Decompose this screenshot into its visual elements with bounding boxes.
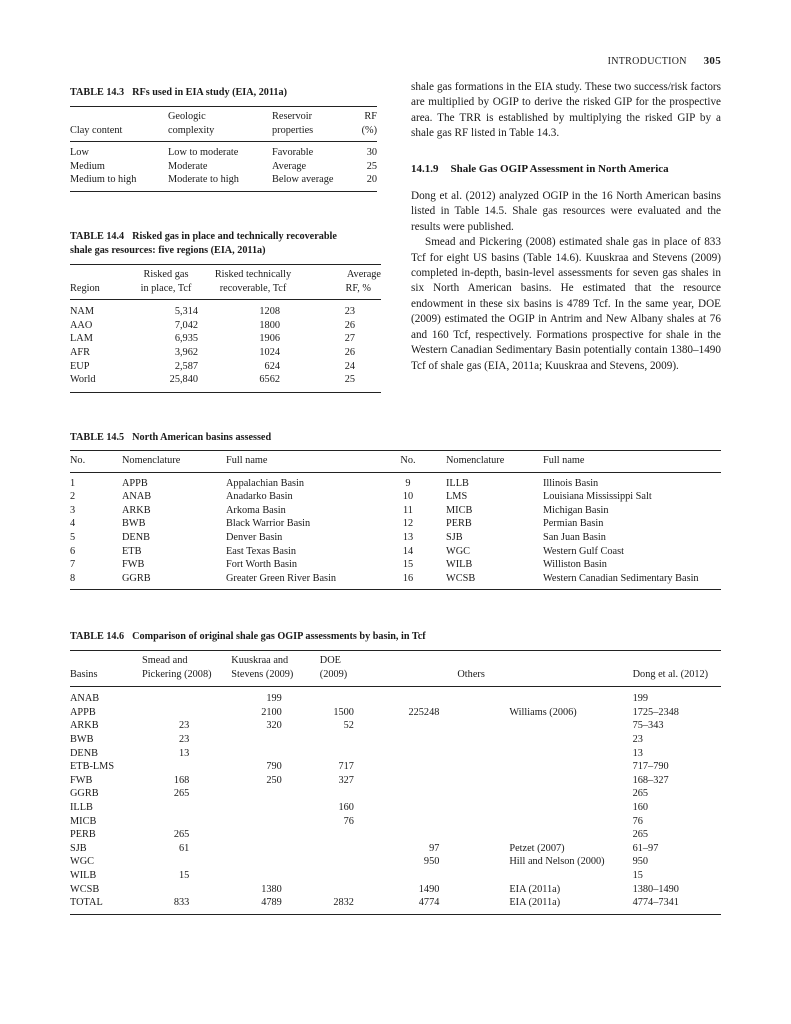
col-header-basins: Basins [70, 668, 98, 680]
table-14-3: Geologic Reservoir RF Clay content complexity properties (%) Low Low to moderate Favorable 30 Medium Moderate Average 25 Medium to high Moderate to high Below average 20 [70, 106, 377, 192]
table-row: 5 DENB Denver Basin 13 SJB San Juan Basin [70, 531, 606, 543]
col-header-clay: Clay content [70, 124, 123, 136]
table-row: Medium Moderate Average 25 [70, 160, 377, 172]
table-row: WCSB 1380 1490 EIA (2011a) 1380–1490 [70, 883, 679, 895]
table-row: BWB 23 23 [70, 733, 643, 745]
table-row: Low Low to moderate Favorable 30 [70, 147, 377, 159]
table-row: TOTAL 833 4789 2832 4774 EIA (2011a) 4774–7341 [70, 896, 721, 914]
table-row: FWB 168 250 327 168–327 [70, 774, 669, 786]
table-row: LAM 6,935 1906 27 [70, 333, 355, 345]
table-row: NAM 5,314 1208 23 [70, 306, 355, 318]
table-14-6: Smead and Kuuskraa and DOE Basins Pickering (2008) Stevens (2009) (2009) Others Dong et al. (2012) ANAB 199 199 APPB 2100 1500 225248 Williams (2006) 1725–2348 ARKB 23 320 52 75–343 BWB 23 23 DENB 13 13 ETB-LMS 790 717 717–790 FWB 168 250 327 168–327 GGRB 265 265 ILLB 160 160 MICB 76 76 PERB 265 265 SJB 61 97 Petzet (2007) 61–97 WGC 950 Hill and Nelson (2000) 950 WILB 15 15 WCSB 1380 1490 EIA (2011a) 1380–1490 TOTAL 833 4789 2832 4774 EIA (2011a) 4774–7341 [70, 650, 721, 915]
table-row: World 25,840 6562 25 [70, 373, 381, 392]
col-header-others: Others [457, 668, 485, 680]
running-header [608, 55, 721, 67]
paragraph: Dong et al. (2012) analyzed OGIP in the 16 North American basins listed in Table 14.5. Shale gas resources were evaluated and the results were published. [411, 190, 721, 233]
table-row: 4 BWB Black Warrior Basin 12 PERB Permian Basin [70, 518, 604, 530]
table-row: PERB 265 265 [70, 829, 649, 841]
table-row: 3 ARKB Arkoma Basin 11 MICB Michigan Basin [70, 504, 609, 516]
table-row: GGRB 265 265 [70, 788, 649, 800]
table-14-3-caption: TABLE 14.3 RFs used in EIA study (EIA, 2011a) [70, 87, 287, 98]
table-row: 2 ANAB Anadarko Basin 10 LMS Louisiana Mississippi Salt [70, 491, 652, 503]
section-header: INTRODUCTION [607, 56, 687, 67]
table-row: 7 FWB Fort Worth Basin 15 WILB Williston Basin [70, 559, 607, 571]
page-number: 305 [703, 55, 721, 67]
table-row: AAO 7,042 1800 26 [70, 319, 355, 331]
table-14-4: Risked gas Risked technically Average Region in place, Tcf recoverable, Tcf RF, % NAM 5,314 1208 23 AAO 7,042 1800 26 LAM 6,935 1906 27 AFR 3,962 1024 26 EUP 2,587 624 24 World 25,840 6562 25 [70, 264, 381, 393]
table-row: MICB 76 76 [70, 815, 643, 827]
table-14-5-caption: TABLE 14.5 North American basins assessed [70, 432, 272, 443]
table-row: WILB 15 15 [70, 869, 643, 881]
table-row: EUP 2,587 624 24 [70, 360, 355, 372]
table-header-row: No. Nomenclature Full name No. Nomenclature Full name [70, 451, 721, 473]
table-row: 8 GGRB Greater Green River Basin 16 WCSB Western Canadian Sedimentary Basin [70, 572, 721, 590]
table-14-4-caption: TABLE 14.4 Risked gas in place and technically recoverable shale gas resources: five regions (EIA, 2011a) [70, 231, 337, 256]
table-14-6-caption: TABLE 14.6 Comparison of original shale gas OGIP assessments by basin, in Tcf [70, 631, 426, 642]
col-header-region: Region [70, 282, 100, 294]
table-row: ANAB 199 199 [70, 693, 649, 705]
table-row: DENB 13 13 [70, 747, 643, 759]
right-column-text [411, 80, 721, 374]
table-row: ARKB 23 320 52 75–343 [70, 720, 664, 732]
table-row: AFR 3,962 1024 26 [70, 346, 355, 358]
col-header-dong: Dong et al. (2012) [632, 668, 709, 680]
table-row: APPB 2100 1500 225248 Williams (2006) 1725–2348 [70, 706, 679, 718]
table-row: SJB 61 97 Petzet (2007) 61–97 [70, 842, 659, 854]
table-14-5 [70, 450, 721, 590]
table-row: 6 ETB East Texas Basin 14 WGC Western Gulf Coast [70, 545, 624, 557]
table-row: ILLB 160 160 [70, 801, 649, 813]
paragraph: Smead and Pickering (2008) estimated shale gas in place of 833 Tcf for eight US basins (Table 14.6). Kuuskraa and Stevens (2009) completed in-depth, basin-level assessments for seven gas shales in six North American basins. He estimated that the resource endowment in these six basins is 4789 Tcf. In the same year, DOE (2009) estimated the OGIP in Antrim and New Albany shales at 76 and 160 Tcf, respectively. Formations prospective for shale in the Western Canadian Sedimentary Basin potentially contain 1380–1490 Tcf of shale gas (EIA, 2011a; Kuuskraa and Stevens, 2009). [411, 236, 721, 372]
table-row: 1 APPB Appalachian Basin 9 ILLB Illinois Basin [70, 477, 599, 489]
table-row: ETB-LMS 790 717 717–790 [70, 761, 669, 773]
table-row: Medium to high Moderate to high Below average 20 [70, 173, 377, 191]
section-heading: 14.1.9 Shale Gas OGIP Assessment in North America [411, 162, 669, 175]
paragraph: shale gas formations in the EIA study. These two success/risk factors are multiplied by OGIP to derive the risked GIP for the prospective area. The TRR is established by multiplying the risked GIP by a shale gas RF listed in Table 14.3. [411, 81, 721, 140]
table-row: WGC 950 Hill and Nelson (2000) 950 [70, 856, 649, 868]
